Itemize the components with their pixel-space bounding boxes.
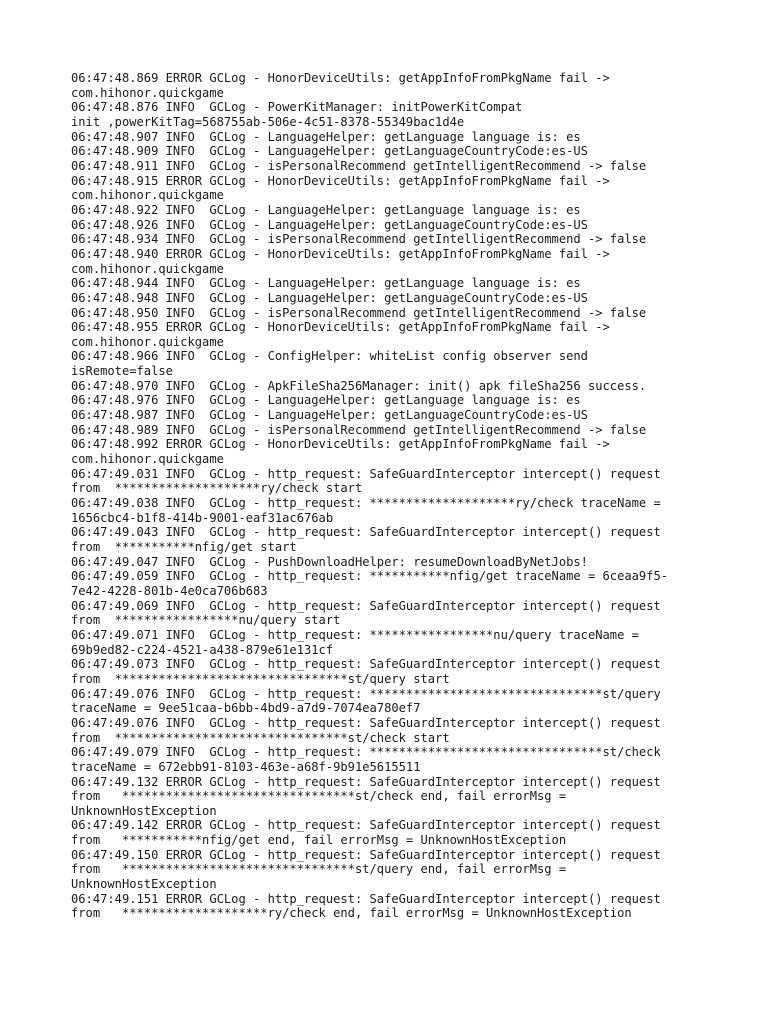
log-line: 06:47:48.909 INFO GCLog - LanguageHelper: getLanguageCountryCode:es-US (71, 144, 588, 159)
log-line: 06:47:48.950 INFO GCLog - isPersonalRecommend getIntelligentRecommend -> false (71, 305, 647, 320)
log-line: 06:47:48.948 INFO GCLog - LanguageHelper: getLanguageCountryCode:es-US (71, 290, 588, 305)
log-line: from *****************nu/query start (71, 613, 341, 628)
log-line: 06:47:48.992 ERROR GCLog - HonorDeviceUtils: getAppInfoFromPkgName fail -> (71, 437, 610, 452)
log-line: from ***********nfig/get end, fail errorMsg = UnknownHostException (71, 833, 567, 848)
log-line: traceName = 9ee51caa-b6bb-4bd9-a7d9-7074ea780ef7 (71, 701, 421, 716)
log-line: from ********************ry/check start (71, 481, 363, 496)
log-line: com.hihonor.quickgame (71, 334, 224, 349)
log-line: from ********************************st/query start (71, 671, 450, 686)
log-line: 1656cbc4-b1f8-414b-9001-eaf31ac676ab (71, 510, 334, 525)
log-line: from ********************************st/check start (71, 730, 450, 745)
log-line: 06:47:48.934 INFO GCLog - isPersonalRecommend getIntelligentRecommend -> false (71, 232, 647, 247)
log-line: from ********************************st/check end, fail errorMsg = (71, 789, 567, 804)
log-line: 06:47:48.907 INFO GCLog - LanguageHelper: getLanguage language is: es (71, 129, 581, 144)
log-line: UnknownHostException (71, 803, 217, 818)
log-line: 06:47:48.869 ERROR GCLog - HonorDeviceUtils: getAppInfoFromPkgName fail -> (71, 71, 610, 85)
log-line: 06:47:49.069 INFO GCLog - http_request: SafeGuardInterceptor intercept() request (71, 598, 661, 613)
log-line: 06:47:48.926 INFO GCLog - LanguageHelper: getLanguageCountryCode:es-US (71, 217, 588, 232)
log-line: 06:47:48.911 INFO GCLog - isPersonalRecommend getIntelligentRecommend -> false (71, 158, 647, 173)
log-line: 06:47:48.989 INFO GCLog - isPersonalRecommend getIntelligentRecommend -> false (71, 422, 647, 437)
log-line: 06:47:49.132 ERROR GCLog - http_request: SafeGuardInterceptor intercept() request (71, 774, 661, 789)
log-line: 06:47:49.150 ERROR GCLog - http_request: SafeGuardInterceptor intercept() request (71, 847, 661, 862)
log-line: 06:47:48.976 INFO GCLog - LanguageHelper: getLanguage language is: es (71, 393, 581, 408)
log-line: com.hihonor.quickgame (71, 85, 224, 100)
log-line: init ,powerKitTag=568755ab-506e-4c51-8378-55349bac1d4e (71, 114, 465, 129)
log-line: 06:47:49.079 INFO GCLog - http_request: ********************************st/check (71, 745, 661, 760)
log-line: com.hihonor.quickgame (71, 188, 224, 203)
log-line: 06:47:49.059 INFO GCLog - http_request: ***********nfig/get traceName = 6ceaa9f5- (71, 569, 669, 584)
log-line: from ********************ry/check end, fail errorMsg = UnknownHostException (71, 906, 632, 921)
log-line: 06:47:48.876 INFO GCLog - PowerKitManager: initPowerKitCompat (71, 100, 523, 115)
log-line: 06:47:49.071 INFO GCLog - http_request: *****************nu/query traceName = (71, 627, 639, 642)
log-line: com.hihonor.quickgame (71, 261, 224, 276)
log-line: 7e42-4228-801b-4e0ca706b683 (71, 583, 268, 598)
log-line: 69b9ed82-c224-4521-a438-879e61e131cf (71, 642, 334, 657)
log-line: 06:47:49.047 INFO GCLog - PushDownloadHelper: resumeDownloadByNetJobs! (71, 554, 588, 569)
log-line: 06:47:48.944 INFO GCLog - LanguageHelper: getLanguage language is: es (71, 276, 581, 291)
log-line: 06:47:48.955 ERROR GCLog - HonorDeviceUtils: getAppInfoFromPkgName fail -> (71, 320, 610, 335)
log-line: 06:47:48.940 ERROR GCLog - HonorDeviceUtils: getAppInfoFromPkgName fail -> (71, 246, 610, 261)
log-line: from ***********nfig/get start (71, 540, 297, 554)
log-line: 06:47:48.970 INFO GCLog - ApkFileSha256Manager: init() apk fileSha256 success. (71, 378, 647, 393)
log-line: traceName = 672ebb91-8103-463e-a68f-9b91e5615511 (71, 759, 421, 774)
log-line: UnknownHostException (71, 877, 217, 892)
log-line: 06:47:49.073 INFO GCLog - http_request: SafeGuardInterceptor intercept() request (71, 657, 661, 672)
log-line: com.hihonor.quickgame (71, 452, 224, 467)
log-line: 06:47:49.076 INFO GCLog - http_request: SafeGuardInterceptor intercept() request (71, 715, 661, 730)
log-line: 06:47:49.043 INFO GCLog - http_request: SafeGuardInterceptor intercept() request (71, 525, 661, 540)
log-line: 06:47:49.076 INFO GCLog - http_request: ********************************st/query (71, 686, 661, 701)
log-line: 06:47:49.031 INFO GCLog - http_request: SafeGuardInterceptor intercept() request (71, 466, 661, 481)
log-line: 06:47:48.966 INFO GCLog - ConfigHelper: whiteList config observer send (71, 349, 588, 364)
log-line: 06:47:49.151 ERROR GCLog - http_request: SafeGuardInterceptor intercept() request (71, 891, 661, 906)
log-line: 06:47:48.922 INFO GCLog - LanguageHelper: getLanguage language is: es (71, 202, 581, 217)
log-line: isRemote=false (71, 364, 173, 379)
log-line: from ********************************st/query end, fail errorMsg = (71, 862, 567, 877)
log-text-block (71, 71, 711, 921)
log-line: 06:47:49.038 INFO GCLog - http_request: ********************ry/check traceName = (71, 496, 661, 511)
log-line: 06:47:48.915 ERROR GCLog - HonorDeviceUtils: getAppInfoFromPkgName fail -> (71, 173, 610, 188)
log-line: 06:47:48.987 INFO GCLog - LanguageHelper: getLanguageCountryCode:es-US (71, 408, 588, 423)
log-line: 06:47:49.142 ERROR GCLog - http_request: SafeGuardInterceptor intercept() request (71, 818, 661, 833)
